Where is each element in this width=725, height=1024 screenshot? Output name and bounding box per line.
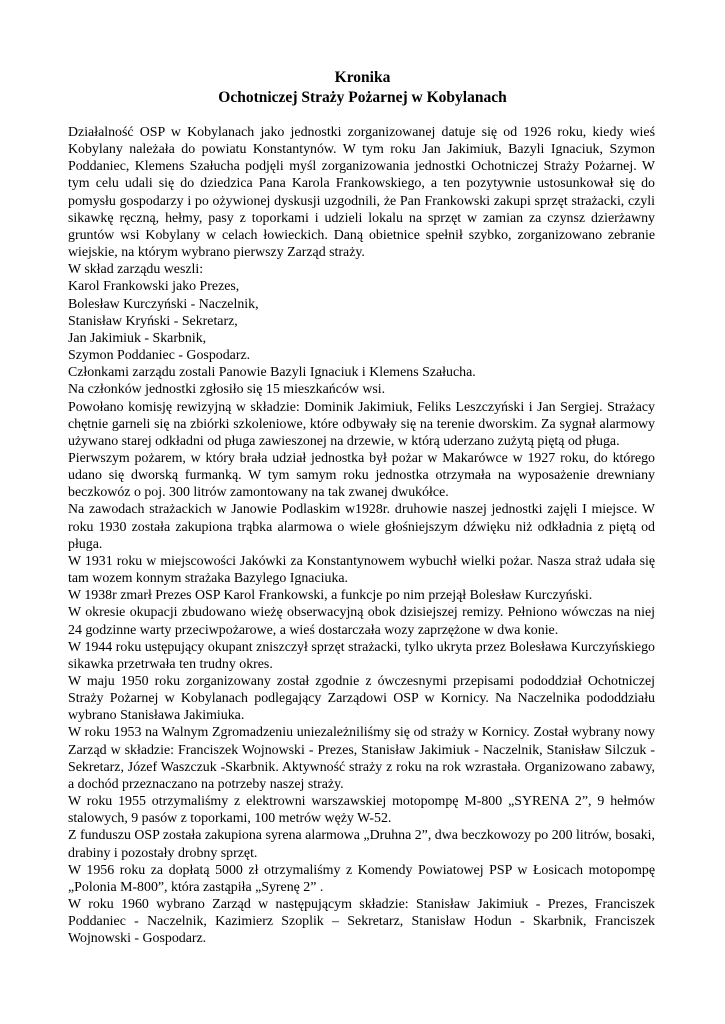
paragraph-1960: W roku 1960 wybrano Zarząd w następującym składzie: Stanisław Jakimiuk - Prezes, Franciszek Poddaniec - Naczelnik, Kazimierz Szoplik – Sekretarz, Stanisław Hodun - Skarbnik, Franciszek Wojnowski - Gospodarz. bbox=[68, 897, 655, 947]
document-subtitle: Ochotniczej Straży Pożarnej w Kobylanach bbox=[218, 89, 507, 106]
paragraph-1956: W 1956 roku za dopłatą 5000 zł otrzymaliśmy z Komendy Powiatowej PSP w Łosicach motopompę „Polonia M-800”, która zastąpiła „Syrenę 2” . bbox=[68, 862, 655, 895]
board-member-line: Karol Frankowski jako Prezes, bbox=[68, 279, 240, 295]
paragraph-audit-commission: Powołano komisję rewizyjną w składzie: Dominik Jakimiuk, Feliks Leszczyński i Jan Sergiej. Strażacy chętnie garneli się na zbiórki szkoleniowe, które odbywały się na terenie dworskim. Za sygnał alarmowy używano starej odkładni od pługa zawieszonej na drzewie, w którą uderzano zużytą piętą od pługa. bbox=[68, 399, 655, 449]
paragraph-1938: W 1938r zmarł Prezes OSP Karol Frankowski, a funkcje po nim przejął Bolesław Kurczyński. bbox=[68, 588, 593, 604]
paragraph-board-intro: W skład zarządu weszli: bbox=[68, 262, 204, 278]
paragraph-competitions: Na zawodach strażackich w Janowie Podlaskim w1928r. druhowie naszej jednostki zajęli I miejsce. W roku 1930 została zakupiona trąbka alarmowa o wiele głośniejszym dźwięku niż odkładnia z piętą od pługa. bbox=[68, 502, 655, 552]
document-body bbox=[68, 124, 655, 948]
board-member-line: Jan Jakimiuk - Skarbnik, bbox=[68, 330, 207, 346]
paragraph-1955: W roku 1955 otrzymaliśmy z elektrowni warszawskiej motopompę M-800 „SYRENA 2”, 9 hełmów stalowych, 9 pasów z toporkami, 100 metrów węży W-52. bbox=[68, 794, 655, 827]
paragraph-founding: Działalność OSP w Kobylanach jako jednostki zorganizowanej datuje się od 1926 roku, kiedy wieś Kobylany należała do powiatu Konstantynów. W tym roku Jan Jakimiuk, Bazyli Ignaciuk, Szymon Poddaniec, Klemens Szałucha podjęli myśl zorganizowania jednostki Ochotniczej Straży Pożarnej. W tym celu udali się do dziedzica Pana Karola Frankowskiego, a ten pozytywnie ustosunkował się do pomysłu gospodarzy i po ożywionej dyskusji uzgodnili, że Pan Frankowski zakupi sprzęt strażacki, czyli sikawkę ręczną, hełmy, pasy z toporkami i udzieli lokalu na sprzęt w zamian za czynsz dzierżawny gruntów wsi Kobylany w celach łowieckich. Daną obietnice spełnił szybko, zorganizowano zebranie wiejskie, na którym wybrano pierwszy Zarząd straży. bbox=[68, 125, 655, 261]
paragraph-occupation: W okresie okupacji zbudowano wieżę obserwacyjną obok dzisiejszej remizy. Pełniono wówczas na niej 24 godzinne warty przeciwpożarowe, a wieś dostarczała wozy zaprzężone w dwa konie. bbox=[68, 605, 655, 638]
paragraph-members-count: Na członków jednostki zgłosiło się 15 mieszkańców wsi. bbox=[68, 382, 386, 398]
paragraph-board-members: Członkami zarządu zostali Panowie Bazyli Ignaciuk i Klemens Szałucha. bbox=[68, 365, 476, 381]
paragraph-osp-fund: Z funduszu OSP została zakupiona syrena alarmowa „Druhna 2”, dwa beczkowozy po 200 litrów, bosaki, drabiny i pozostały drobny sprzęt. bbox=[68, 828, 655, 861]
board-member-line: Stanisław Kryński - Sekretarz, bbox=[68, 313, 238, 329]
board-member-line: Bolesław Kurczyński - Naczelnik, bbox=[68, 296, 259, 312]
paragraph-1931-fire: W 1931 roku w miejscowości Jakówki za Konstantynowem wybuchł wielki pożar. Nasza straż udała się tam wozem konnym strażaka Bazylego Ignaciuka. bbox=[68, 553, 655, 587]
paragraph-first-fire: Pierwszym pożarem, w który brała udział jednostka był pożar w Makarówce w 1927 roku, do którego udano się dworską furmanką. W tym samym roku jednostka otrzymała na wyposażenie drewniany beczkowóz o poj. 300 litrów zamontowany na tak zwanej dwukółce. bbox=[68, 450, 655, 501]
paragraph-1944: W 1944 roku ustępujący okupant zniszczył sprzęt strażacki, tylko ukryta przez Bolesława Kurczyńskiego sikawka przetrwała ten trudny okres. bbox=[68, 639, 655, 672]
document-title: Kronika bbox=[334, 69, 391, 86]
paragraph-1953: W roku 1953 na Walnym Zgromadzeniu uniezależniliśmy się od straży w Kornicy. Został wybrany nowy Zarząd w składzie: Franciszek Wojnowski - Prezes, Stanisław Jakimiuk - Naczelnik, Stanisław Silczuk - Sekretarz, Józef Waszczuk -Skarbnik. Aktywność straży z roku na rok wzrastała. Organizowano zabawy, a dochód przeznaczano na potrzeby naszej straży. bbox=[68, 725, 655, 792]
paragraph-1950: W maju 1950 roku zorganizowany został zgodnie z ówczesnymi przepisami pododdział Ochotniczej Straży Pożarnej w Kobylanach podlegający Zarządowi OSP w Kornicy. Na Naczelnika pododdziału wybrano Stanisława Jakimiuka. bbox=[68, 674, 655, 724]
board-member-line: Szymon Poddaniec - Gospodarz. bbox=[68, 348, 251, 364]
